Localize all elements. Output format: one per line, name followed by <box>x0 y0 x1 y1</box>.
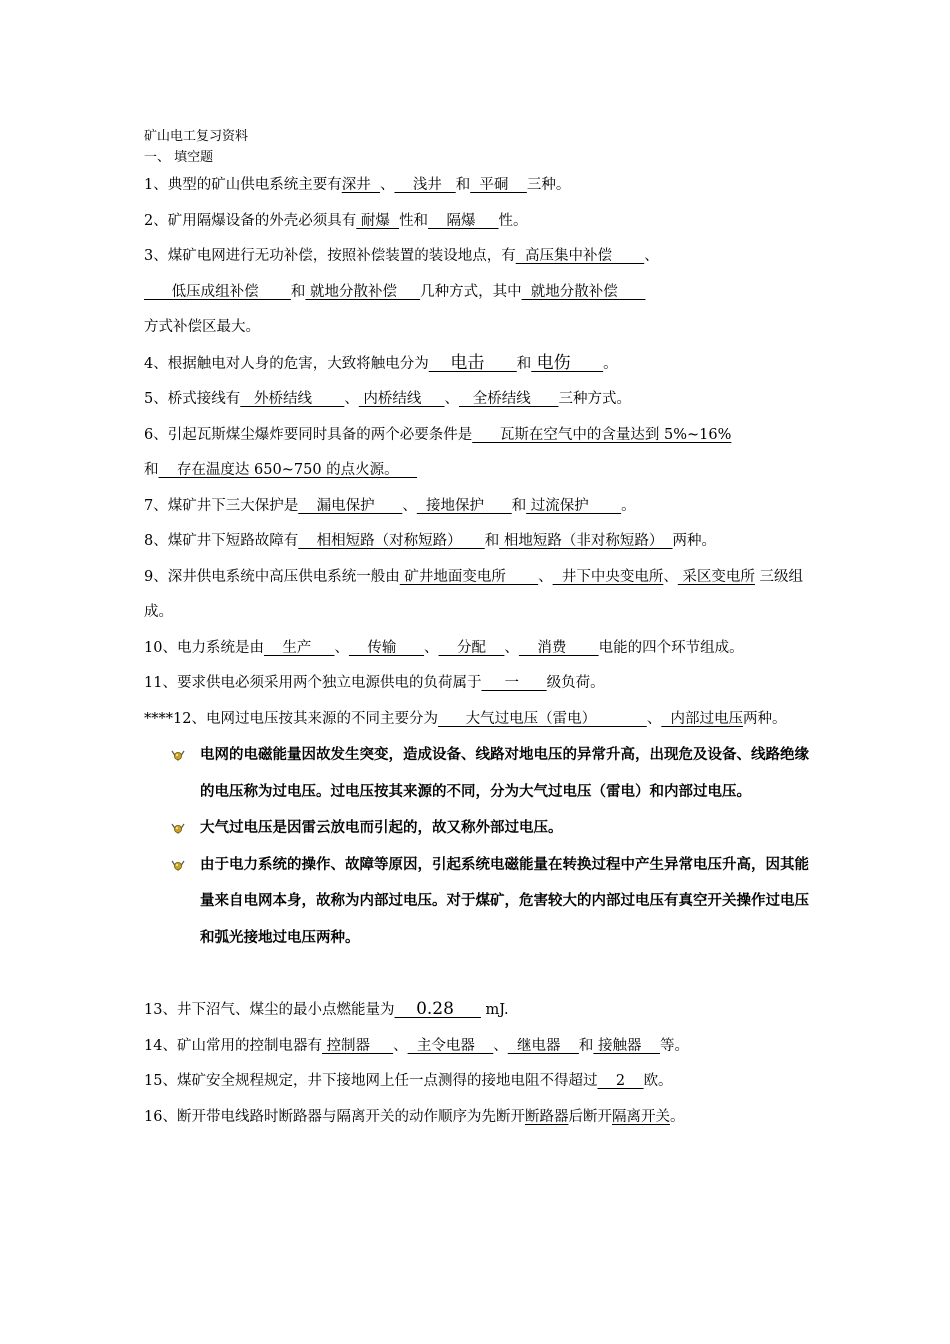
answer: 耐爆 <box>356 212 400 229</box>
question-5: 5、桥式接线有 外桥结线 、 内桥结线 、 全桥结线 三种方式。 <box>144 391 631 407</box>
question-9: 9、深井供电系统中高压供电系统一般由 矿井地面变电所 、 井下中央变电所、 采区变电所 三级组成。 <box>144 568 804 620</box>
answer: 消费 <box>518 639 599 656</box>
answer: 过流保护 <box>526 497 622 514</box>
answer: 采区变电所 <box>677 568 755 585</box>
answer: 相相短路（对称短路） <box>298 533 485 549</box>
question-4: 4、根据触电对人身的危害，大致将触电分为 电击 和 电伤 。 <box>144 352 618 373</box>
answer: 漏电保护 <box>298 497 403 514</box>
answer: 2 <box>597 1073 644 1089</box>
question-12: ****12、电网过电压按其来源的不同主要分为 大气过电压（雷电） 、 内部过电压两种。 <box>144 710 787 727</box>
question-8: 8、煤矿井下短路故障有 相相短路（对称短路） 和 相地短路（非对称短路） 两种。 <box>144 533 717 549</box>
note-item: 大气过电压是因雷云放电而引起的，故又称外部过电压。 <box>144 810 810 847</box>
bullet-icon <box>170 857 186 873</box>
answer: 内部过电压 <box>661 710 744 727</box>
question-7: 7、煤矿井下三大保护是 漏电保护 、 接地保护 和 过流保护 。 <box>144 497 636 514</box>
answer: 全桥结线 <box>458 391 559 407</box>
answer: 内桥结线 <box>358 391 445 407</box>
answer: 大气过电压（雷电） <box>437 710 647 727</box>
note-item: 电网的电磁能量因故发生突变，造成设备、线路对地电压的异常升高，出现危及设备、线路绝缘的电压称为过电压。过电压按其来源的不同，分为大气过电压（雷电）和内部过电压。 <box>144 737 810 810</box>
answer: 存在温度达 650~750 的点火源。 <box>158 462 418 478</box>
question-10: 10、电力系统是由 生产 、 传输 、 分配 、 消费 电能的四个环节组成。 <box>144 639 744 656</box>
answer: 传输 <box>348 639 425 656</box>
question-6-line-1: 6、引起瓦斯煤尘爆炸要同时具备的两个必要条件是 瓦斯在空气中的含量达到 5%~16% <box>144 426 732 443</box>
answer: 0.28 <box>394 999 481 1019</box>
answer: 一 <box>481 675 547 691</box>
answer: 控制器 <box>321 1037 394 1054</box>
answer: 高压集中补偿 <box>515 248 645 264</box>
bullet-icon <box>170 820 186 836</box>
question-3-line-3: 方式补偿区最大。 <box>144 319 260 335</box>
answer: 隔爆 <box>428 212 499 229</box>
question-3-line-2: 低压成组补偿 和 就地分散补偿 几种方式，其中 就地分散补偿 <box>144 283 646 300</box>
answer: 低压成组补偿 <box>144 283 291 300</box>
question-11: 11、要求供电必须采用两个独立电源供电的负荷属于 一 级负荷。 <box>144 675 605 691</box>
answer: 矿井地面变电所 <box>399 568 539 585</box>
answer: 平硐 <box>470 177 527 193</box>
answer: 接触器 <box>593 1037 660 1054</box>
question-3-line-1: 3、煤矿电网进行无功补偿，按照补偿装置的装设地点，有 高压集中补偿 、 <box>144 248 659 264</box>
note-item: 由于电力系统的操作、故障等原因，引起系统电磁能量在转换过程中产生异常电压升高，因其能量来自电网本身，故称为内部过电压。对于煤矿，危害较大的内部过电压有真空开关操作过电压和弧光接地过电压两种。 <box>144 847 810 957</box>
question-2: 2、矿用隔爆设备的外壳必须具有 耐爆 性和 隔爆 性。 <box>144 212 528 229</box>
notes-list <box>144 737 810 956</box>
answer: 断路器 <box>524 1108 569 1125</box>
bullet-icon <box>170 747 186 763</box>
answer: 接地保护 <box>416 497 512 514</box>
question-6-line-2: 和 存在温度达 650~750 的点火源。 <box>144 462 418 478</box>
answer: 外桥结线 <box>240 391 345 407</box>
question-15: 15、煤矿安全规程规定，井下接地网上任一点测得的接地电阻不得超过 2 欧。 <box>144 1073 673 1089</box>
doc-title: 矿山电工复习资料 <box>144 129 249 144</box>
answer: 隔离开关 <box>611 1108 670 1125</box>
answer: 井下中央变电所 <box>552 568 664 585</box>
answer: 浅井 <box>394 177 456 193</box>
answer: 电伤 <box>531 352 604 373</box>
answer: 主令电器 <box>407 1037 494 1054</box>
answer: 分配 <box>438 639 505 656</box>
question-14: 14、矿山常用的控制电器有 控制器 、 主令电器 、 继电器 和 接触器 等。 <box>144 1037 689 1054</box>
answer: 电击 <box>428 352 517 373</box>
question-16: 16、断开带电线路时断路器与隔离开关的动作顺序为先断开断路器后断开隔离开关。 <box>144 1108 685 1125</box>
answer: 瓦斯在空气中的含量达到 5%~16% <box>472 426 732 443</box>
answer: 相地短路（非对称短路） <box>499 533 673 549</box>
answer: 深井 <box>341 177 380 193</box>
question-13: 13、井下沼气、煤尘的最小点燃能量为 0.28 mJ. <box>144 999 509 1019</box>
section-heading: 一、 填空题 <box>144 150 214 165</box>
answer: 生产 <box>263 639 335 656</box>
answer: 继电器 <box>507 1037 579 1054</box>
answer: 就地分散补偿 <box>521 283 646 300</box>
document-content <box>144 126 810 1135</box>
question-1: 1、典型的矿山供电系统主要有深井 、 浅井 和 平硐 三种。 <box>144 177 571 193</box>
answer: 就地分散补偿 <box>305 283 421 300</box>
